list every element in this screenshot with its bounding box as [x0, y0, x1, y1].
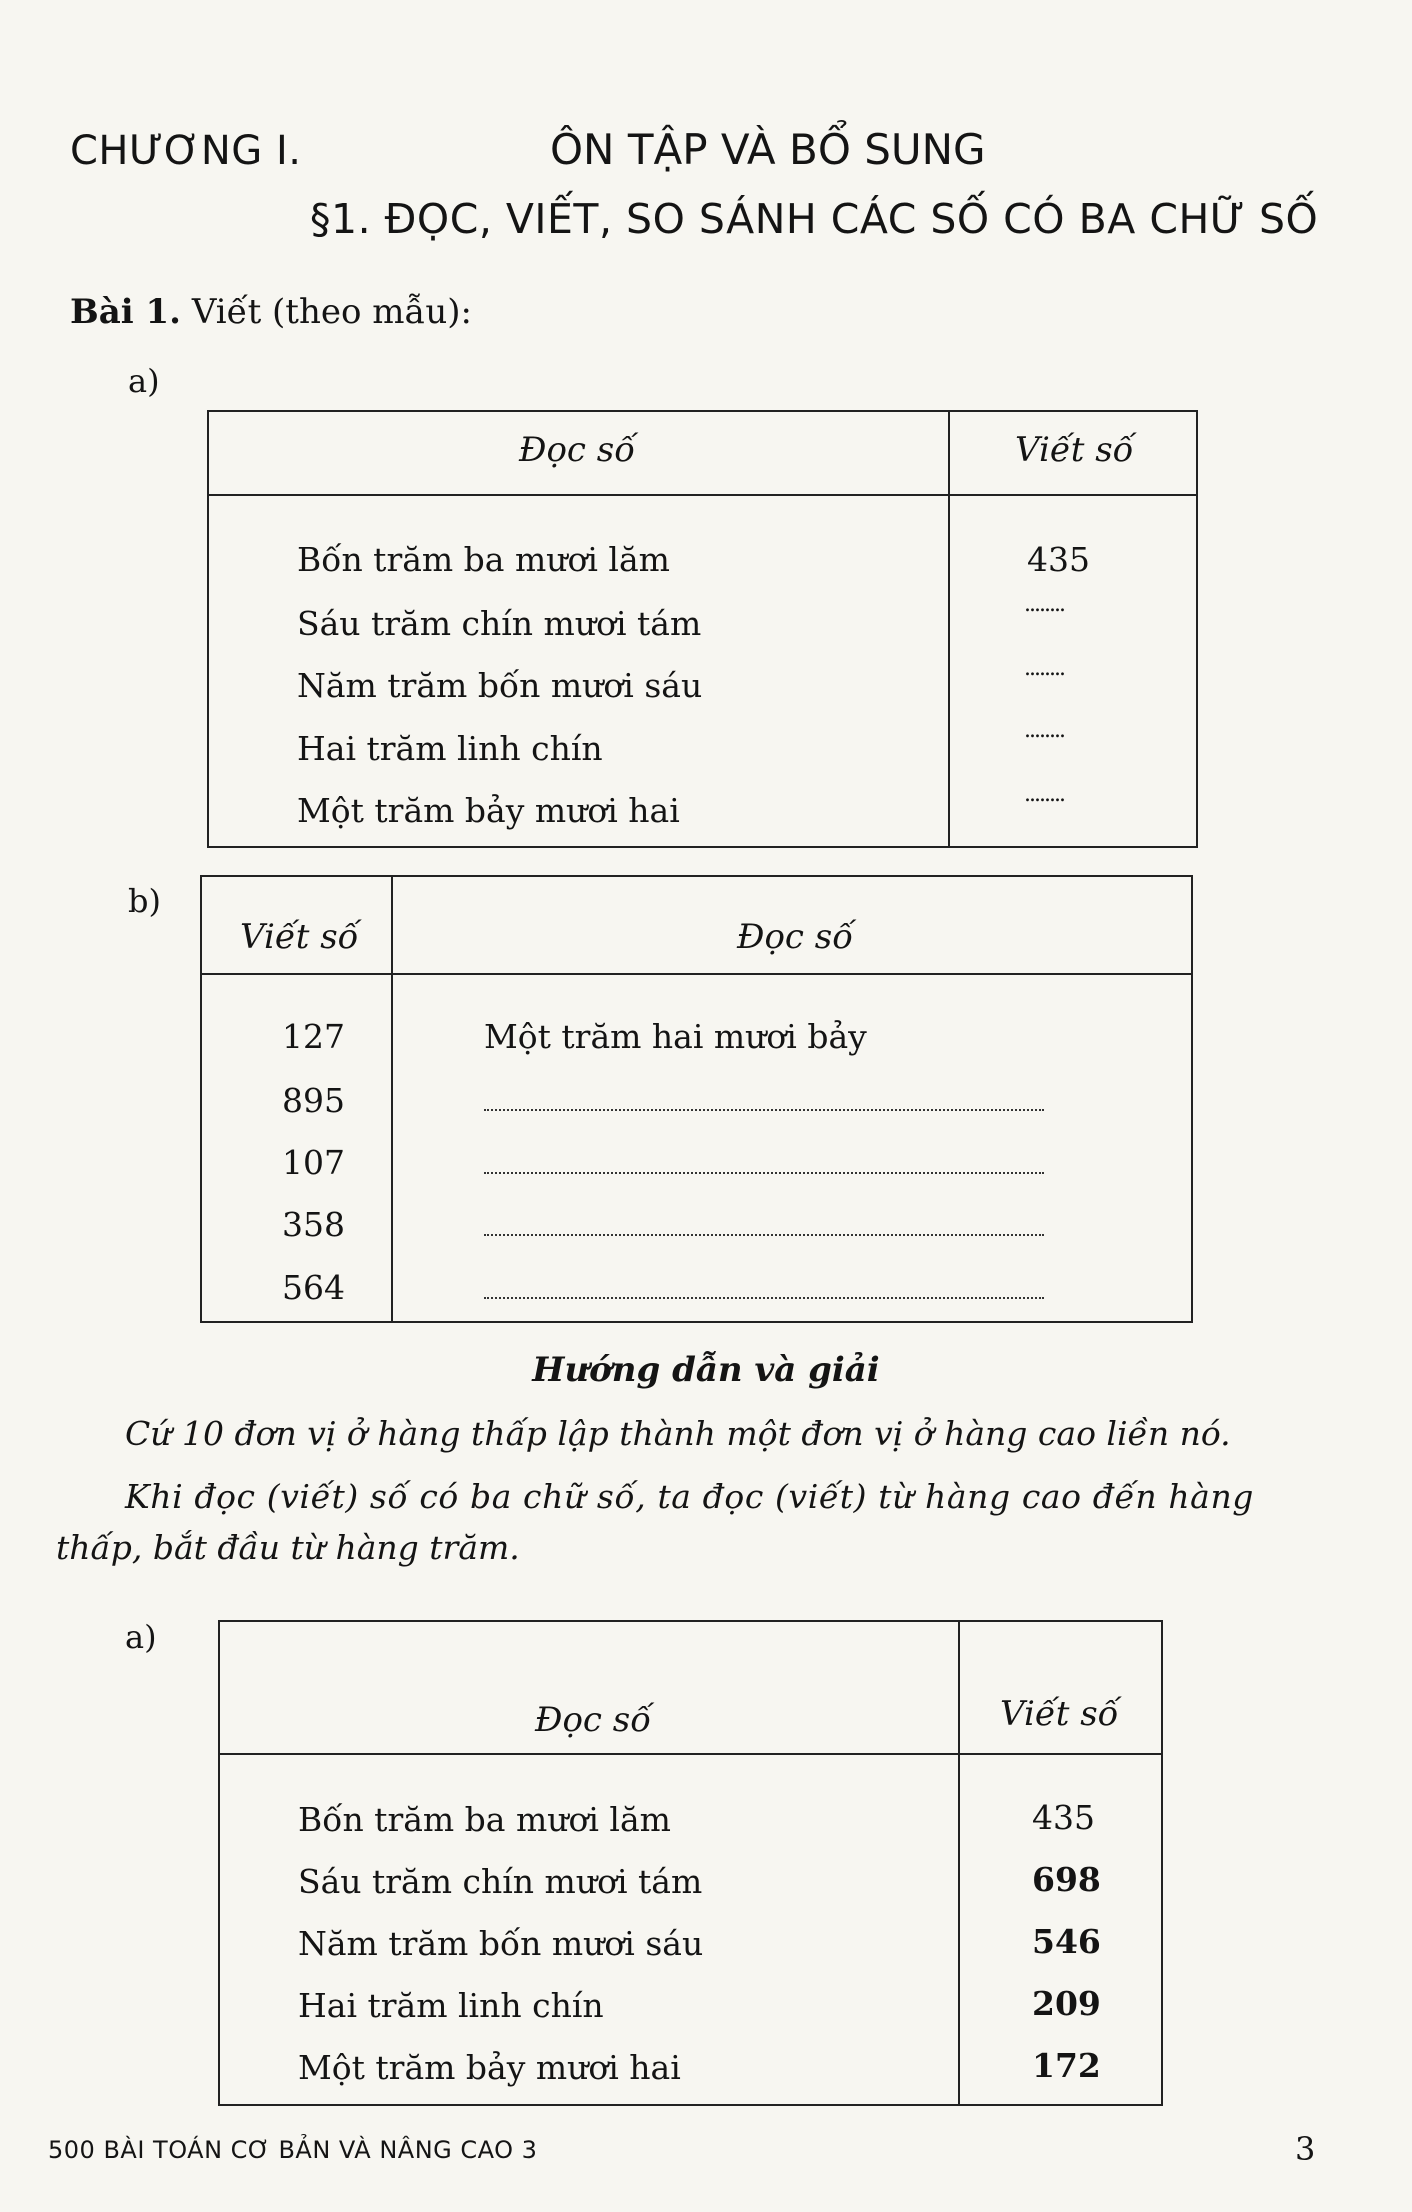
table-row-write: 127	[282, 1017, 345, 1056]
table-row-read: Sáu trăm chín mươi tám	[297, 604, 702, 643]
table-row-read: Một trăm bảy mươi hai	[298, 2048, 681, 2087]
table-row-read: Một trăm hai mươi bảy	[484, 1017, 867, 1056]
table-row-read: Bốn trăm ba mươi lăm	[298, 1800, 671, 1839]
guide-title: Hướng dẫn và giải	[532, 1350, 880, 1390]
table-row-read: Sáu trăm chín mươi tám	[298, 1862, 703, 1901]
guide-line-2: Khi đọc (viết) số có ba chữ số, ta đọc (viết) từ hàng cao đến hàng	[125, 1477, 1255, 1516]
part-b-label: b)	[128, 882, 161, 920]
table-row-read: Một trăm bảy mươi hai	[297, 791, 680, 830]
solution-a-table	[218, 1620, 1163, 2106]
table-header-divider	[209, 494, 1196, 496]
table-row-write-blank: ........	[1024, 782, 1064, 807]
table-row-write-blank: ........	[1024, 592, 1064, 617]
guide-line-3: thấp, bắt đầu từ hàng trăm.	[56, 1528, 520, 1567]
table-column-divider	[948, 412, 950, 846]
table-row-write-blank: ........	[1024, 656, 1064, 681]
table-row-write: 564	[282, 1268, 345, 1307]
answer-blank-line	[484, 1234, 1044, 1236]
table-row-write: 698	[1032, 1860, 1101, 1899]
table-row-write: 895	[282, 1081, 345, 1120]
solution-a-label: a)	[125, 1618, 157, 1656]
answer-blank-line	[484, 1109, 1044, 1111]
header-write: Viết số	[240, 917, 359, 957]
table-row-write: 107	[282, 1143, 345, 1182]
header-read: Đọc số	[737, 917, 854, 957]
table-row-write-blank: ........	[1024, 718, 1064, 743]
table-row-write: 435	[1027, 540, 1090, 579]
guide-line-1: Cứ 10 đơn vị ở hàng thấp lập thành một đơn vị ở hàng cao liền nó.	[125, 1414, 1231, 1453]
table-row-write: 358	[282, 1205, 345, 1244]
header-write: Viết số	[1015, 430, 1134, 470]
table-column-divider	[958, 1622, 960, 2104]
part-b-table	[200, 875, 1193, 1323]
exercise-instruction: Viết (theo mẫu):	[191, 292, 472, 332]
table-row-read: Hai trăm linh chín	[297, 729, 603, 768]
part-a-label: a)	[128, 362, 160, 400]
table-row-read: Bốn trăm ba mươi lăm	[297, 540, 670, 579]
table-row-write: 546	[1032, 1922, 1101, 1961]
exercise-heading	[70, 292, 472, 332]
table-row-read: Năm trăm bốn mươi sáu	[298, 1924, 704, 1963]
answer-blank-line	[484, 1172, 1044, 1174]
header-write: Viết số	[1000, 1694, 1119, 1734]
table-row-read: Năm trăm bốn mươi sáu	[297, 666, 703, 705]
table-row-write: 209	[1032, 1984, 1101, 2023]
page-number: 3	[1295, 2130, 1316, 2168]
table-column-divider	[391, 877, 393, 1321]
table-row-write: 172	[1032, 2046, 1101, 2085]
footer-book-title: 500 BÀI TOÁN CƠ BẢN VÀ NÂNG CAO 3	[48, 2136, 538, 2164]
table-header-divider	[202, 973, 1191, 975]
table-row-read: Hai trăm linh chín	[298, 1986, 604, 2025]
chapter-title: ÔN TẬP VÀ BỔ SUNG	[550, 125, 986, 174]
header-read: Đọc số	[519, 430, 636, 470]
part-a-table	[207, 410, 1198, 848]
table-header-divider	[220, 1753, 1161, 1755]
section-title: §1. ĐỌC, VIẾT, SO SÁNH CÁC SỐ CÓ BA CHỮ SỐ	[310, 195, 1319, 243]
table-row-write: 435	[1032, 1798, 1095, 1837]
answer-blank-line	[484, 1297, 1044, 1299]
exercise-number: Bài 1.	[70, 292, 182, 332]
chapter-label: CHƯƠNG I.	[70, 128, 302, 174]
header-read: Đọc số	[535, 1700, 652, 1740]
